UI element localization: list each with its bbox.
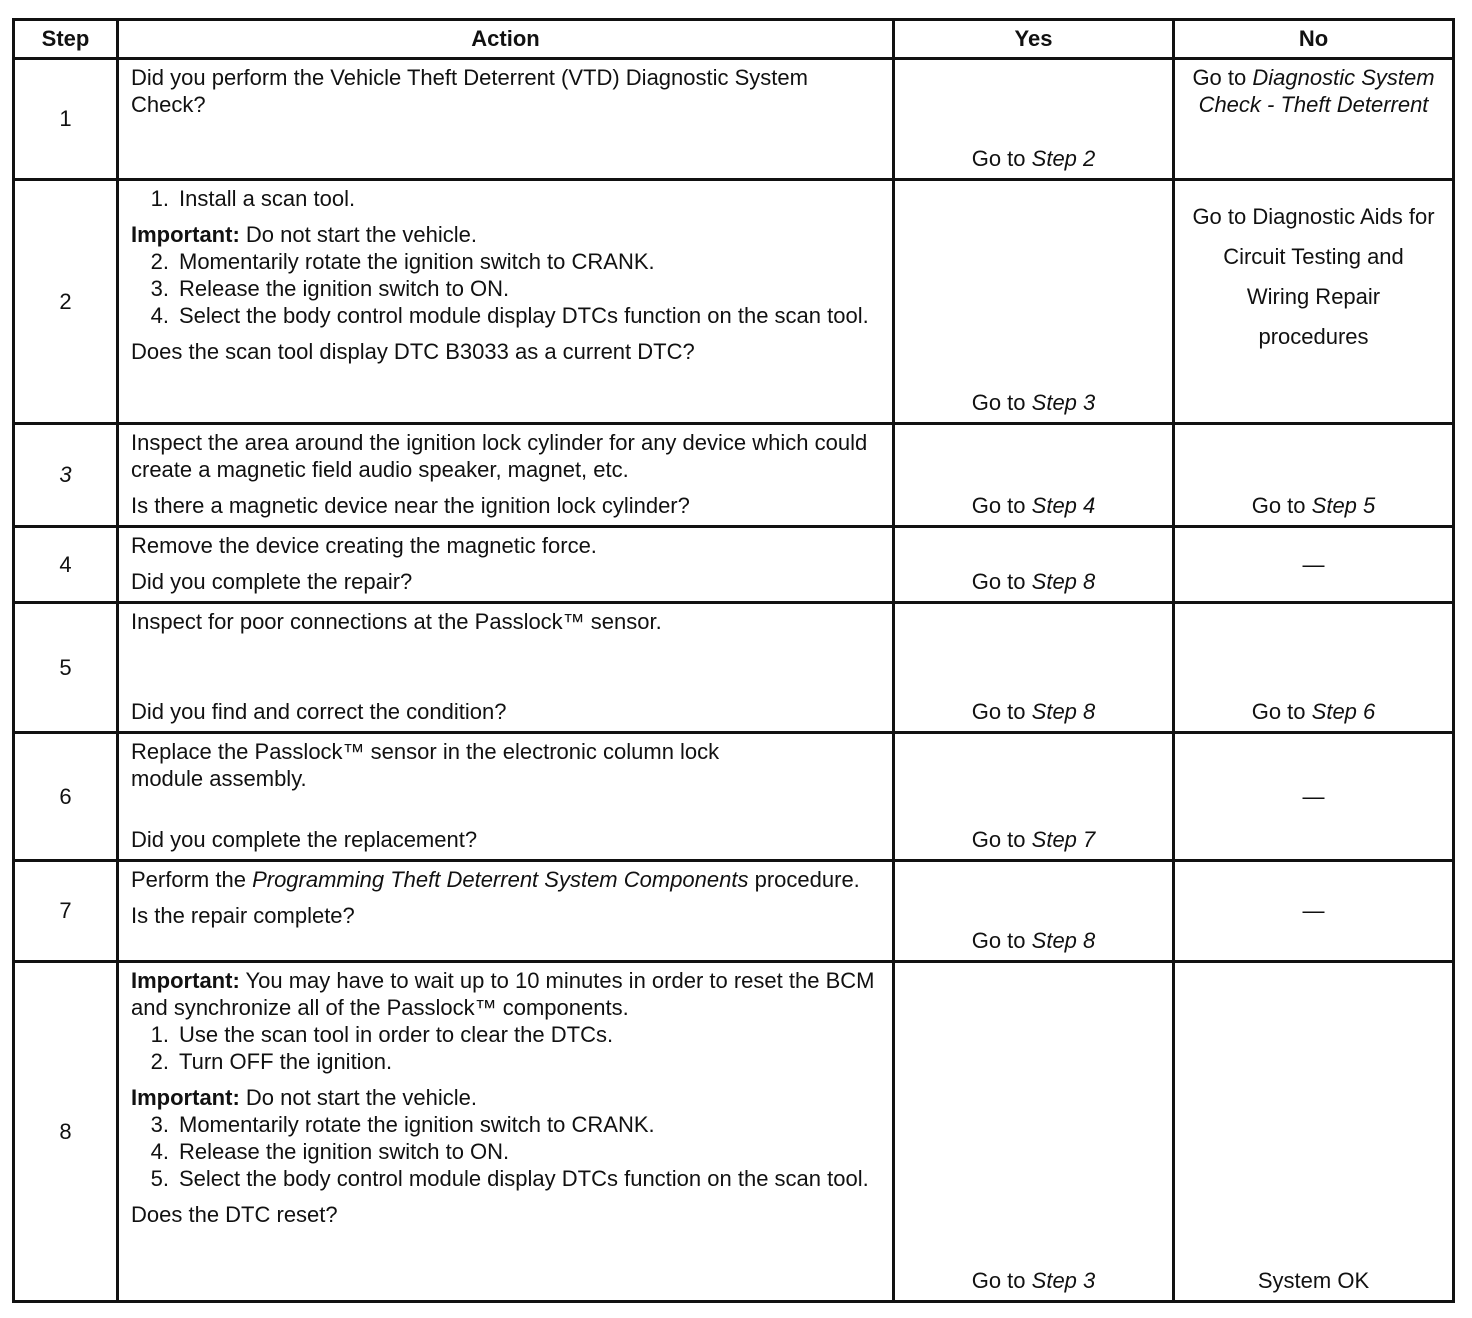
action-text: Replace the Passlock™ sensor in the electronic column lock module assembly. [131, 739, 720, 791]
step-row-2 [14, 180, 1454, 424]
important-note: Important: Do not start the vehicle. [131, 222, 478, 247]
yes-result: Go to Step 4 [894, 424, 1174, 527]
no-result: — [1174, 733, 1454, 861]
step-link[interactable]: Step 7 [1031, 827, 1096, 852]
step-action [118, 424, 894, 527]
list-item: 5. Select the body control module display DTCs function on the scan tool. [150, 1166, 869, 1191]
step-number: 8 [14, 962, 118, 1302]
step-number: 5 [14, 603, 118, 733]
action-question: Did you complete the repair? [131, 569, 413, 594]
step-number: 3 [14, 424, 118, 527]
step-number: 2 [14, 180, 118, 424]
action-text: Remove the device creating the magnetic force. [131, 533, 597, 558]
step-link[interactable]: Step 3 [1031, 390, 1096, 415]
step-link[interactable]: Step 6 [1311, 699, 1376, 724]
list-item: 4. Release the ignition switch to ON. [150, 1139, 510, 1164]
step-action [118, 180, 894, 424]
no-result: — [1174, 527, 1454, 603]
yes-result: Go to Step 8 [894, 527, 1174, 603]
action-question: Is the repair complete? [131, 903, 355, 928]
procedure-link[interactable]: Programming Theft Deterrent System Components [252, 867, 749, 892]
no-result: Go to Diagnostic System Check - Theft Deterrent [1174, 59, 1454, 180]
step-link[interactable]: Step 8 [1031, 928, 1096, 953]
yes-result: Go to Step 2 [894, 59, 1174, 180]
header-row [14, 20, 1454, 59]
step-action [118, 603, 894, 733]
action-question: Is there a magnetic device near the ignition lock cylinder? [131, 493, 690, 518]
header-no: No [1174, 20, 1454, 59]
step-number: 7 [14, 861, 118, 962]
step-row-1 [14, 59, 1454, 180]
important-note: Important: You may have to wait up to 10 minutes in order to reset the BCM and synchronize all of the Passlock™ components. [131, 968, 875, 1020]
action-text: Perform the Programming Theft Deterrent System Components procedure. [131, 867, 860, 892]
step-row-8 [14, 962, 1454, 1302]
yes-result: Go to Step 8 [894, 861, 1174, 962]
list-item: 1. Use the scan tool in order to clear the DTCs. [150, 1022, 614, 1047]
action-question: Does the DTC reset? [131, 1202, 338, 1227]
list-item: 2. Momentarily rotate the ignition switch to CRANK. [150, 249, 655, 274]
step-number: 1 [14, 59, 118, 180]
step-action [118, 962, 894, 1302]
step-link[interactable]: Step 5 [1311, 493, 1376, 518]
list-item: 1. Install a scan tool. [150, 186, 356, 211]
step-action [118, 527, 894, 603]
step-row-4 [14, 527, 1454, 603]
step-action [118, 59, 894, 180]
diagnostic-table [12, 18, 1455, 1303]
list-item: 3. Release the ignition switch to ON. [150, 276, 510, 301]
action-text: Inspect the area around the ignition lock cylinder for any device which could create a magnetic field audio speaker, magnet, etc. [131, 430, 868, 482]
no-result: System OK [1174, 962, 1454, 1302]
step-row-5 [14, 603, 1454, 733]
step-row-3 [14, 424, 1454, 527]
action-question: Did you complete the replacement? [131, 827, 478, 852]
step-link[interactable]: Step 3 [1031, 1268, 1096, 1293]
yes-result: Go to Step 7 [894, 733, 1174, 861]
action-question: Did you perform the Vehicle Theft Deterrent (VTD) Diagnostic System Check? [131, 65, 808, 117]
step-number: 6 [14, 733, 118, 861]
no-result: Go to Diagnostic Aids for Circuit Testing and Wiring Repair procedures [1174, 180, 1454, 424]
diagnostic-link[interactable]: Diagnostic System Check - Theft Deterrent [1198, 65, 1435, 117]
list-item: 4. Select the body control module display DTCs function on the scan tool. [150, 303, 869, 328]
step-row-7 [14, 861, 1454, 962]
list-item: 3. Momentarily rotate the ignition switch to CRANK. [150, 1112, 655, 1137]
step-link[interactable]: Step 8 [1031, 569, 1096, 594]
no-result: Go to Step 6 [1174, 603, 1454, 733]
step-action [118, 861, 894, 962]
step-number: 4 [14, 527, 118, 603]
step-link[interactable]: Step 2 [1031, 146, 1096, 171]
step-link[interactable]: Step 4 [1031, 493, 1096, 518]
header-yes: Yes [894, 20, 1174, 59]
yes-result: Go to Step 8 [894, 603, 1174, 733]
step-link[interactable]: Step 8 [1031, 699, 1096, 724]
action-question: Did you find and correct the condition? [131, 699, 507, 724]
action-question: Does the scan tool display DTC B3033 as a current DTC? [131, 339, 695, 364]
step-action [118, 733, 894, 861]
important-note: Important: Do not start the vehicle. [131, 1085, 478, 1110]
yes-result: Go to Step 3 [894, 962, 1174, 1302]
step-row-6 [14, 733, 1454, 861]
yes-result: Go to Step 3 [894, 180, 1174, 424]
action-text: Inspect for poor connections at the Passlock™ sensor. [131, 609, 662, 634]
header-action: Action [118, 20, 894, 59]
no-result: — [1174, 861, 1454, 962]
header-step: Step [14, 20, 118, 59]
list-item: 2. Turn OFF the ignition. [150, 1049, 393, 1074]
no-result: Go to Step 5 [1174, 424, 1454, 527]
